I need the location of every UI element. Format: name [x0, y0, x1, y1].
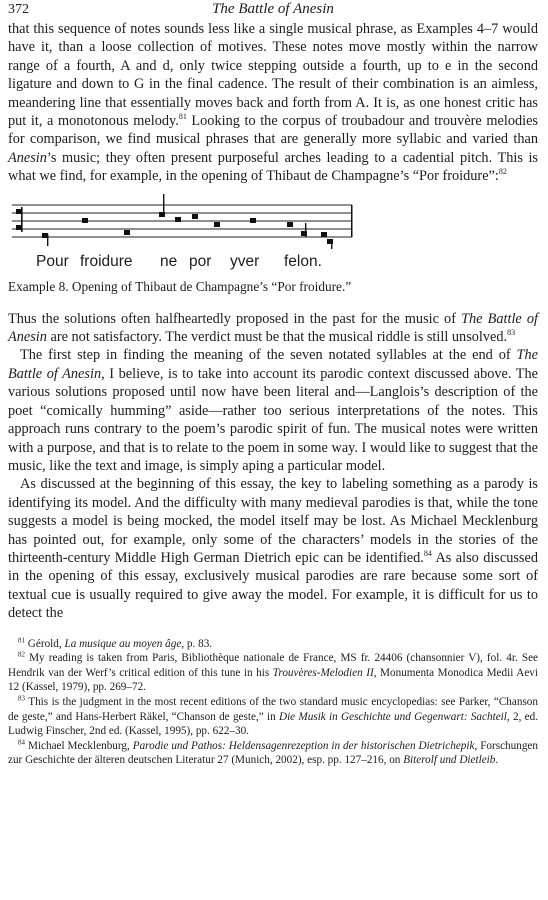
text-run: , Forschungen zur Geschichte der älteren deutschen Literatur 27 (Munich, 2002), esp. pp. 127–216, on [8, 739, 538, 767]
text-run: Looking to the corpus of troubadour and trouvère melodies for comparison, we find musical phrases that are generally more syllabic and varied than [8, 113, 538, 148]
staff-notation [8, 186, 368, 256]
note [250, 218, 256, 223]
note [192, 214, 198, 219]
note-stem [331, 239, 332, 249]
paragraph [8, 346, 538, 475]
lyric-syllable: felon. [284, 252, 322, 270]
lyric-syllable: ne [160, 252, 178, 270]
footnote [8, 651, 538, 695]
footnote [8, 637, 538, 652]
text-run: ’s music; they often present purposeful arches leading to a cadential pitch. This is what we find, for example, in the opening of Thibaut de Champagne’s “Por froidure”: [8, 149, 538, 185]
footnote [8, 695, 538, 739]
text-run: that this sequence of notes sounds less like a single musical phrase, as Examples 4–7 would have it, than a loose collection of motives. These notes move mostly within the narrow range of a fourth, A and d, only twice stepping outside a fourth, up to e in the second ligature and down to G in the final cadence. The result of their combination is an aimless, meandering line that essentially moves back and forth from A. It is, as one honest critic has put it, a monotonous melody. [8, 21, 538, 130]
note [175, 217, 181, 222]
footnotes [8, 637, 538, 768]
text-run: , p. 83. [181, 637, 213, 650]
footnote-ref[interactable]: 81 [178, 112, 187, 122]
lyric-syllable: por [189, 252, 212, 270]
note-stem [305, 223, 306, 237]
page-number: 372 [8, 2, 29, 17]
italic-title: La musique au moyen âge [64, 637, 182, 650]
lyric-syllable: Pour [36, 252, 69, 270]
lyric-syllable: froidure [80, 252, 133, 270]
text-run: , Monumenta Monodica Medii Aevi 12 (Kassel, 1979), pp. 269–72. [8, 666, 539, 694]
text-run: . [495, 754, 499, 767]
text-run: are not satisfactory. The verdict must be that the musical riddle is still unsolved. [46, 329, 508, 346]
text-run: Gérold, [25, 637, 65, 650]
clef [16, 207, 23, 232]
lyric-syllable: yver [230, 252, 260, 270]
note [124, 230, 130, 235]
footnote-number: 81 [18, 635, 25, 644]
text-run: This is the judgment in the most recent editions of the two standard music encyclopedias: see Parker, “Chanson de geste,” and Hans-Herbert Räkel, “Chanson de geste,” in [8, 695, 538, 723]
running-header [8, 0, 538, 20]
note-stem [47, 234, 48, 246]
running-title: The Battle of Anesin [212, 1, 334, 17]
text-run: Thus the solutions often halfheartedly proposed in the past for the music of [8, 310, 462, 327]
paragraph [8, 475, 538, 622]
footnote-number: 82 [18, 650, 25, 659]
italic-title: Parodie und Pathos: Heldensagenrezeption in der historischen Dietrichepik [132, 739, 475, 752]
text-run: The first step in finding the meaning of the seven notated syllables at the end of [20, 347, 517, 364]
italic-title: Anesin [8, 149, 47, 166]
italic-title: Biterolf und Dietleib [403, 754, 496, 767]
example-caption: Example 8. Opening of Thibaut de Champagne’s “Por froidure.” [8, 278, 352, 294]
lyrics-line [8, 253, 348, 273]
text-run: My reading is taken from Paris, Bibliothèque nationale de France, MS fr. 24406 (chansonnier V), fol. 4r. See Hendrik van der Werf’s critical edition of this tune in his [8, 652, 538, 679]
footnote-ref[interactable]: 84 [423, 549, 432, 559]
footnote [8, 739, 538, 768]
note [321, 232, 327, 237]
note [82, 218, 88, 223]
italic-title: The Battle of Anesin [8, 310, 538, 346]
text-run: As discussed at the beginning of this essay, the key to labeling something as a parody is identifying its model. And the difficulty with many medieval parodies is that, while the tone suggests a model is being mocked, the model itself may be lost. As Michael Mecklenburg has pointed out, for example, only some of the characters’ models in the stories of the thirteenth-century Middle High German Dietrich epic can be identified. [8, 476, 538, 566]
paragraph [8, 310, 538, 347]
text-run: , I believe, is to take into account its parodic context discussed above. The various solutions proposed until now have been literal and—Langlois’s description of the poet “comically humming” aside—rather too serious interpretations of the notes. This approach runs contrary to the poem’s parodic spirit of fun. The musical notes were written with a purpose, and that is to relate to the poem in some way. I would like to suggest that the music, like the text and image, is simply aping a particular model. [8, 365, 538, 474]
text-run: , 2, ed. Ludwig Finscher, 2nd ed. (Kassel, 1995), pp. 622–30. [8, 710, 539, 738]
footnote-number: 84 [18, 737, 25, 746]
neumes [42, 194, 333, 249]
music-example [8, 186, 538, 278]
paragraph [8, 20, 538, 186]
note [287, 222, 293, 227]
final-barline [351, 205, 353, 237]
footnote-ref[interactable]: 82 [498, 167, 507, 177]
text-run: As also discussed in the opening of this essay, exclusively musical parodies are rare because some sort of textual cue is usually required to give away the model. For example, it is difficult for us to detect the [8, 549, 538, 622]
note [214, 222, 220, 227]
italic-title: Trouvères-Melodien II [272, 666, 374, 679]
footnote-number: 83 [18, 694, 25, 703]
footnote-ref[interactable]: 83 [507, 328, 516, 338]
note-stem [163, 194, 164, 215]
italic-title: The Battle of Anesin [8, 347, 538, 382]
text-run: Michael Mecklenburg, [25, 739, 133, 752]
italic-title: Die Musik in Geschichte und Gegenwart: Sachteil [278, 710, 507, 723]
